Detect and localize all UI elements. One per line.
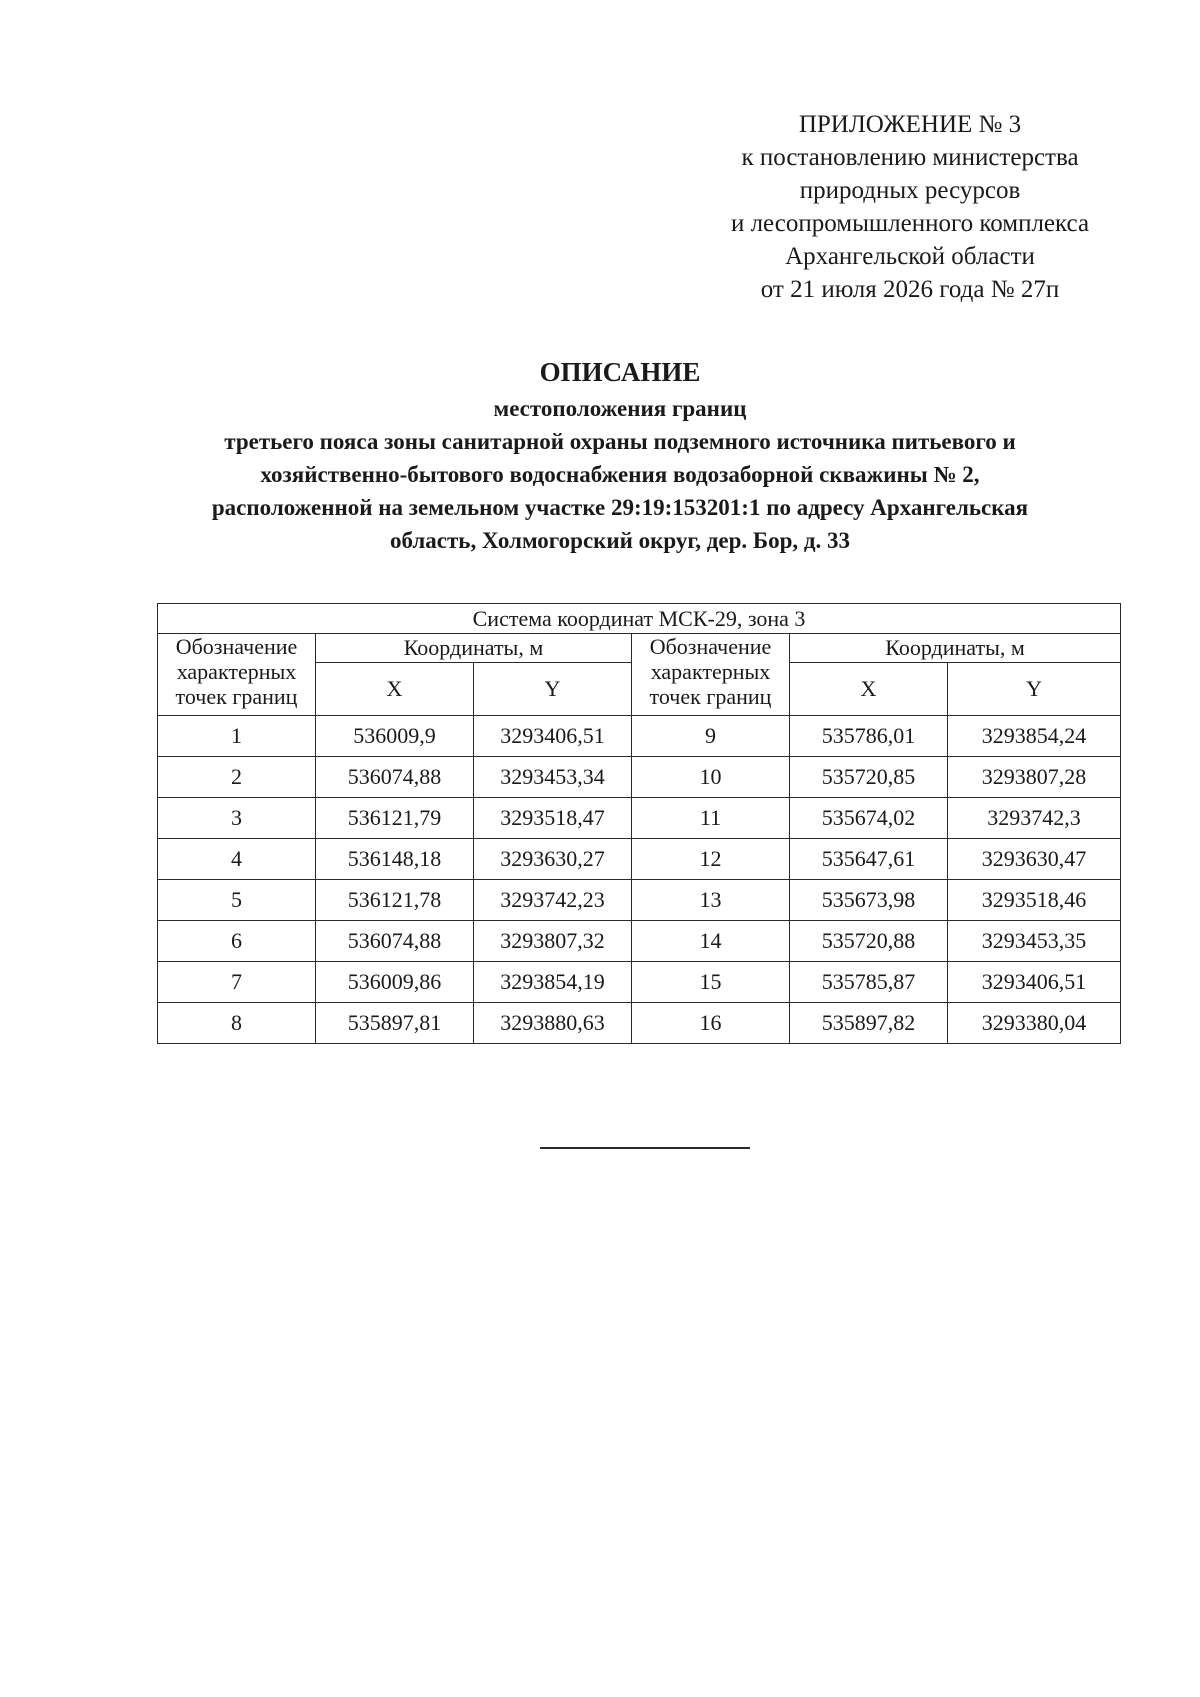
x-value: 536009,9 bbox=[316, 716, 474, 757]
document-heading bbox=[120, 352, 1120, 557]
appendix-line: Архангельской области bbox=[785, 243, 1035, 270]
x-column-header: X bbox=[790, 663, 948, 716]
x-value: 536074,88 bbox=[316, 757, 474, 798]
x-value: 535785,87 bbox=[790, 962, 948, 1003]
table-row bbox=[158, 921, 1121, 962]
x-value: 535897,81 bbox=[316, 1003, 474, 1044]
point-number: 11 bbox=[632, 798, 790, 839]
document-title: ОПИСАНИЕ bbox=[539, 357, 701, 387]
point-number: 2 bbox=[158, 757, 316, 798]
point-number: 4 bbox=[158, 839, 316, 880]
x-value: 536121,79 bbox=[316, 798, 474, 839]
designation-header bbox=[632, 634, 790, 716]
appendix-number: ПРИЛОЖЕНИЕ № 3 bbox=[798, 111, 1022, 138]
y-value: 3293518,47 bbox=[474, 798, 632, 839]
point-number: 12 bbox=[632, 839, 790, 880]
y-column-header: Y bbox=[948, 663, 1121, 716]
appendix-line: природных ресурсов bbox=[799, 177, 1021, 204]
y-value: 3293854,19 bbox=[474, 962, 632, 1003]
appendix-date: от 21 июля 2026 года № 27п bbox=[760, 276, 1060, 303]
designation-header-line: Обозначение bbox=[649, 634, 772, 659]
x-column-header: X bbox=[316, 663, 474, 716]
y-value: 3293854,24 bbox=[948, 716, 1121, 757]
point-number: 14 bbox=[632, 921, 790, 962]
point-number: 16 bbox=[632, 1003, 790, 1044]
designation-header-line: точек границ bbox=[649, 684, 772, 709]
x-value: 536121,78 bbox=[316, 880, 474, 921]
x-value: 535720,88 bbox=[790, 921, 948, 962]
designation-header-line: характерных bbox=[176, 659, 297, 684]
y-value: 3293406,51 bbox=[948, 962, 1121, 1003]
coordinates-header: Координаты, м bbox=[790, 634, 1121, 663]
y-value: 3293406,51 bbox=[474, 716, 632, 757]
x-value: 535647,61 bbox=[790, 839, 948, 880]
y-value: 3293453,34 bbox=[474, 757, 632, 798]
coordinate-system-label: Система координат МСК-29, зона 3 bbox=[158, 604, 1121, 634]
table-row bbox=[158, 798, 1121, 839]
designation-header-line: Обозначение bbox=[175, 634, 298, 659]
y-value: 3293453,35 bbox=[948, 921, 1121, 962]
y-value: 3293742,3 bbox=[948, 798, 1121, 839]
x-value: 535897,82 bbox=[790, 1003, 948, 1044]
x-value: 535673,98 bbox=[790, 880, 948, 921]
point-number: 7 bbox=[158, 962, 316, 1003]
table-row bbox=[158, 716, 1121, 757]
x-value: 536009,86 bbox=[316, 962, 474, 1003]
document-subtitle-line: местоположения границ bbox=[493, 396, 747, 421]
appendix-line: к постановлению министерства bbox=[741, 144, 1079, 171]
point-number: 1 bbox=[158, 716, 316, 757]
document-subtitle-line: расположенной на земельном участке 29:19:153201:1 по адресу Архангельская bbox=[211, 495, 1029, 520]
appendix-line: и лесопромышленного комплекса bbox=[730, 210, 1090, 237]
point-number: 8 bbox=[158, 1003, 316, 1044]
document-subtitle-line: область, Холмогорский округ, дер. Бор, д. 33 bbox=[389, 528, 851, 553]
document-subtitle-line: хозяйственно-бытового водоснабжения водозаборной скважины № 2, bbox=[260, 462, 980, 487]
x-value: 536074,88 bbox=[316, 921, 474, 962]
point-number: 3 bbox=[158, 798, 316, 839]
y-value: 3293807,28 bbox=[948, 757, 1121, 798]
document-subtitle-line: третьего пояса зоны санитарной охраны подземного источника питьевого и bbox=[224, 429, 1016, 454]
appendix-block bbox=[690, 108, 1130, 306]
x-value: 535720,85 bbox=[790, 757, 948, 798]
y-column-header: Y bbox=[474, 663, 632, 716]
y-value: 3293630,47 bbox=[948, 839, 1121, 880]
point-number: 6 bbox=[158, 921, 316, 962]
y-value: 3293742,23 bbox=[474, 880, 632, 921]
x-value: 536148,18 bbox=[316, 839, 474, 880]
point-number: 13 bbox=[632, 880, 790, 921]
coordinates-header: Координаты, м bbox=[316, 634, 632, 663]
coordinate-system-row bbox=[158, 604, 1121, 634]
y-value: 3293807,32 bbox=[474, 921, 632, 962]
end-divider bbox=[540, 1147, 750, 1149]
y-value: 3293380,04 bbox=[948, 1003, 1121, 1044]
table-row bbox=[158, 839, 1121, 880]
y-value: 3293630,27 bbox=[474, 839, 632, 880]
y-value: 3293518,46 bbox=[948, 880, 1121, 921]
table-row bbox=[158, 1003, 1121, 1044]
coordinates-table bbox=[157, 603, 1121, 1044]
point-number: 5 bbox=[158, 880, 316, 921]
point-number: 9 bbox=[632, 716, 790, 757]
table-row bbox=[158, 962, 1121, 1003]
designation-header bbox=[158, 634, 316, 716]
point-number: 15 bbox=[632, 962, 790, 1003]
y-value: 3293880,63 bbox=[474, 1003, 632, 1044]
x-value: 535786,01 bbox=[790, 716, 948, 757]
x-value: 535674,02 bbox=[790, 798, 948, 839]
table-row bbox=[158, 757, 1121, 798]
table-row bbox=[158, 880, 1121, 921]
point-number: 10 bbox=[632, 757, 790, 798]
designation-header-line: точек границ bbox=[175, 684, 298, 709]
table-header-row bbox=[158, 634, 1121, 663]
designation-header-line: характерных bbox=[650, 659, 771, 684]
